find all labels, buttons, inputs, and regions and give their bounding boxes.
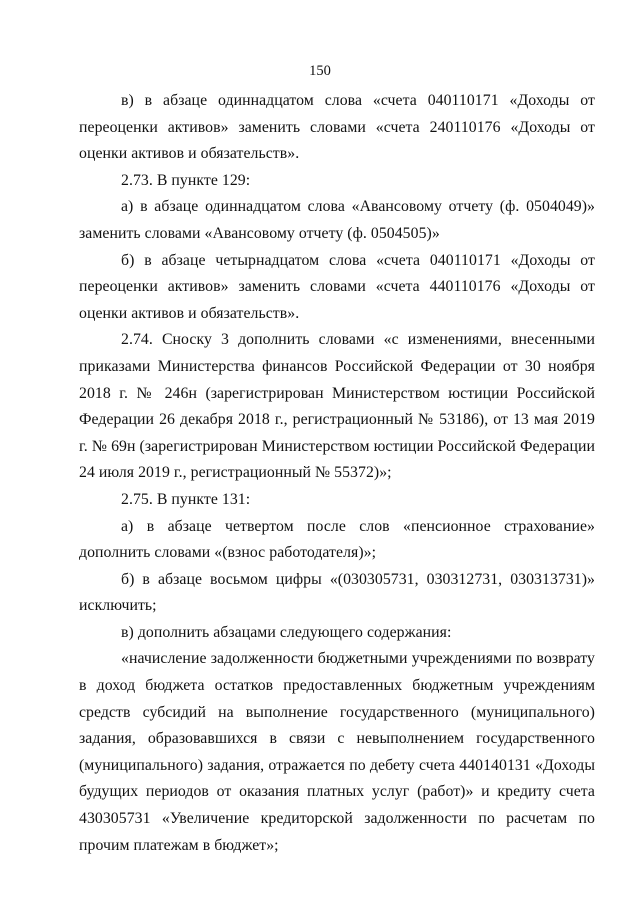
paragraph: 2.73. В пункте 129: — [121, 171, 251, 189]
paragraph: а) в абзаце четвертом после слов «пенсионное страхование» дополнить словами «(взнос работодателя)»; — [79, 517, 595, 562]
paragraph: 2.75. В пункте 131: — [121, 490, 251, 508]
paragraph: «начисление задолженности бюджетными учреждениями по возврату в доход бюджета остатков предоставленных бюджетным учреждениям средств субсидий на выполнение государственного (муниципального) задания, образовавшихся в связи с невыполнением государственного (муниципального) задания, отражается по дебету счета 440140131 «Доходы будущих периодов от оказания платных услуг (работ)» и кредиту счета 430305731 «Увеличение кредиторской задолженности по расчетам по прочим платежам в бюджет»; — [79, 650, 595, 854]
paragraph: в) дополнить абзацами следующего содержания: — [121, 623, 452, 641]
paragraph: б) в абзаце восьмом цифры «(030305731, 030312731, 030313731)» исключить; — [79, 570, 595, 615]
paragraph: а) в абзаце одиннадцатом слова «Авансовому отчету (ф. 0504049)» заменить словами «Авансовому отчету (ф. 0504505)» — [79, 198, 595, 242]
document-body — [79, 88, 595, 859]
paragraph: в) в абзаце одиннадцатом слова «счета 040110171 «Доходы от переоценки активов» заменить словами «счета 240110176 «Доходы от оценки активов и обязательств». — [79, 92, 595, 163]
paragraph: 2.74. Сноску 3 дополнить словами «с изменениями, внесенными приказами Министерства финансов Российской Федерации от 30 ноября 2018 г. № 246н (зарегистрирован Министерством юстиции Российской Федерации 26 декабря 2018 г., регистрационный № 53186), от 13 мая 2019 г. № 69н (зарегистрирован Министерством юстиции Российской Федерации 24 июля 2019 г., регистрационный № 55372)»; — [79, 331, 595, 482]
paragraph: б) в абзаце четырнадцатом слова «счета 040110171 «Доходы от переоценки активов» заменить словами «счета 440110176 «Доходы от оценки активов и обязательств». — [79, 251, 595, 322]
page-number: 150 — [309, 63, 331, 79]
